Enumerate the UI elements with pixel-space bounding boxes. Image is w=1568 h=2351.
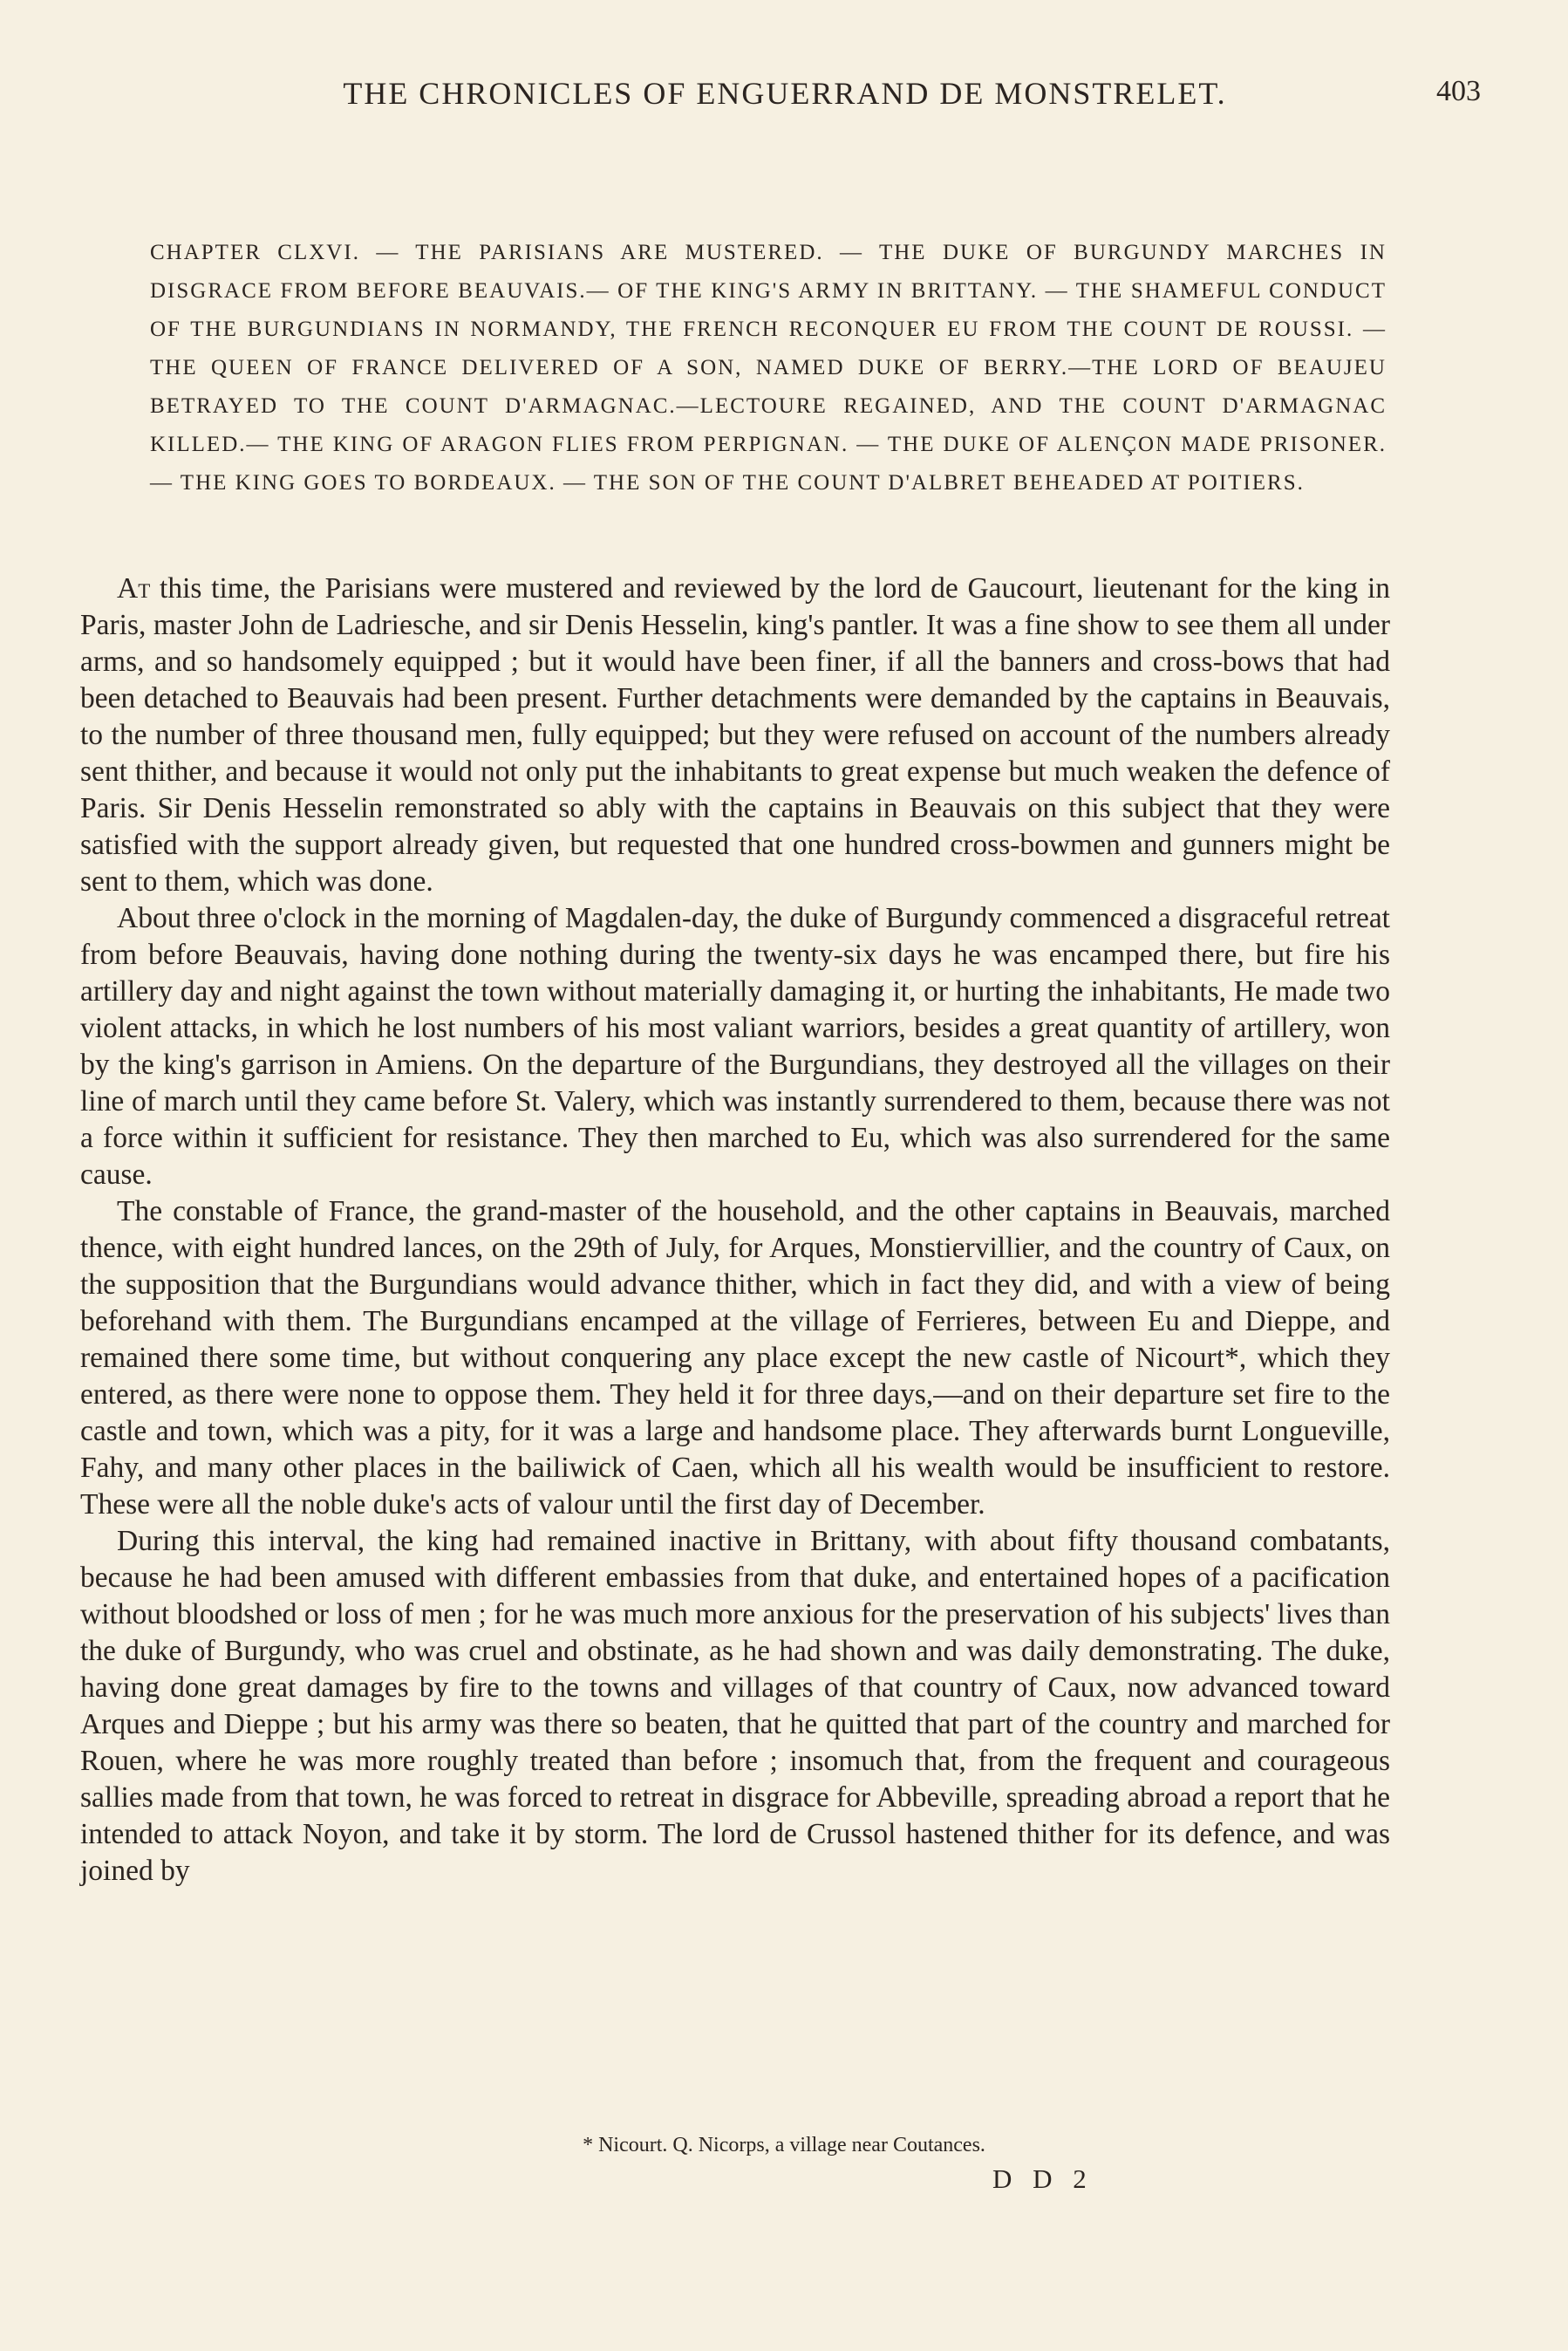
paragraph — [80, 571, 1390, 900]
signature-mark: D D 2 — [992, 2163, 1094, 2194]
page-number: 403 — [1436, 75, 1481, 107]
paragraph-initial: At — [117, 572, 151, 605]
paragraph-text: this time, the Parisians were mustered and reviewed by the lord de Gaucourt, lieutenant for the king in Paris, master John de Ladriesche, and sir Denis Hesselin, king's pantler. It was a fine show to see them all under arms, and so handsomely equipped ; but it would have been finer, if all the banners and cross-bows that had been detached to Beauvais had been present. Further detachments were demanded by the captains in Beauvais, to the number of three thousand men, fully equipped; but they were refused on account of the numbers already sent thither, and because it would not only put the inhabitants to great expense but much weaken the defence of Paris. Sir Denis Hesselin remonstrated so ably with the captains in Beauvais on this subject that they were satisfied with the support already given, but requested that one hundred cross-bowmen and gunners might be sent to them, which was done. — [80, 572, 1390, 898]
paragraph: About three o'clock in the morning of Magdalen-day, the duke of Burgundy commenced a disgraceful retreat from before Beauvais, having done nothing during the twenty-six days he was encamped there, but fire his artillery day and night against the town without materially damaging it, or hurting the inhabitants, He made two violent attacks, in which he lost numbers of his most valiant warriors, besides a great quantity of artillery, won by the king's garrison in Amiens. On the departure of the Burgundians, they destroyed all the villages on their line of march until they came before St. Valery, which was instantly surrendered to them, because there was not a force within it sufficient for resistance. They then marched to Eu, which was also surrendered for the same cause. — [80, 902, 1390, 1191]
paragraph: The constable of France, the grand-master of the household, and the other captains in Beauvais, marched thence, with eight hundred lances, on the 29th of July, for Arques, Monstiervillier, and the country of Caux, on the supposition that the Burgundians would advance thither, which in fact they did, and with a view of being beforehand with them. The Burgundians encamped at the village of Ferrieres, between Eu and Dieppe, and remained there some time, but without conquering any place except the new castle of Nicourt*, which they entered, as there were none to oppose them. They held it for three days,—and on their departure set fire to the castle and town, which was a pity, for it was a large and handsome place. They afterwards burnt Longueville, Fahy, and many other places in the bailiwick of Caen, which all his wealth would be insufficient to restore. These were all the noble duke's acts of valour until the first day of December. — [80, 1195, 1390, 1521]
paragraph: During this interval, the king had remained inactive in Brittany, with about fifty thousand combatants, because he had been amused with different embassies from that duke, and entertained hopes of a pacification without bloodshed or loss of men ; for he was much more anxious for the preservation of his subjects' lives than the duke of Burgundy, who was cruel and obstinate, as he had shown and was daily demonstrating. The duke, having done great damages by fire to the towns and villages of that country of Caux, now advanced toward Arques and Dieppe ; but his army was there so beaten, that he quitted that part of the country and marched for Rouen, where he was more roughly treated than before ; insomuch that, from the frequent and courageous sallies made from that town, he was forced to retreat in disgrace for Abbeville, spreading abroad a report that he intended to attack Noyon, and take it by storm. The lord de Crussol hastened thither for its defence, and was joined by — [80, 1525, 1390, 1887]
chapter-heading: CHAPTER CLXVI. — THE PARISIANS ARE MUSTERED. — THE DUKE OF BURGUNDY MARCHES IN DISGRACE FROM BEFORE BEAUVAIS.— OF THE KING'S ARMY IN BRITTANY. — THE SHAMEFUL CONDUCT OF THE BURGUNDIANS IN NORMANDY, THE FRENCH RECONQUER EU FROM THE COUNT DE ROUSSI. — THE QUEEN OF FRANCE DELIVERED OF A SON, NAMED DUKE OF BERRY.—THE LORD OF BEAUJEU BETRAYED TO THE COUNT D'ARMAGNAC.—LECTOURE REGAINED, AND THE COUNT D'ARMAGNAC KILLED.— THE KING OF ARAGON FLIES FROM PERPIGNAN. — THE DUKE OF ALENÇON MADE PRISONER. — THE KING GOES TO BORDEAUX. — THE SON OF THE COUNT D'ALBRET BEHEADED AT POITIERS. — [150, 241, 1387, 495]
running-title: THE CHRONICLES OF ENGUERRAND DE MONSTRELET. — [343, 76, 1227, 111]
footnote: * Nicourt. Q. Nicorps, a village near Coutances. — [583, 2134, 985, 2156]
body-text — [80, 571, 1390, 1890]
running-head — [87, 75, 1481, 119]
